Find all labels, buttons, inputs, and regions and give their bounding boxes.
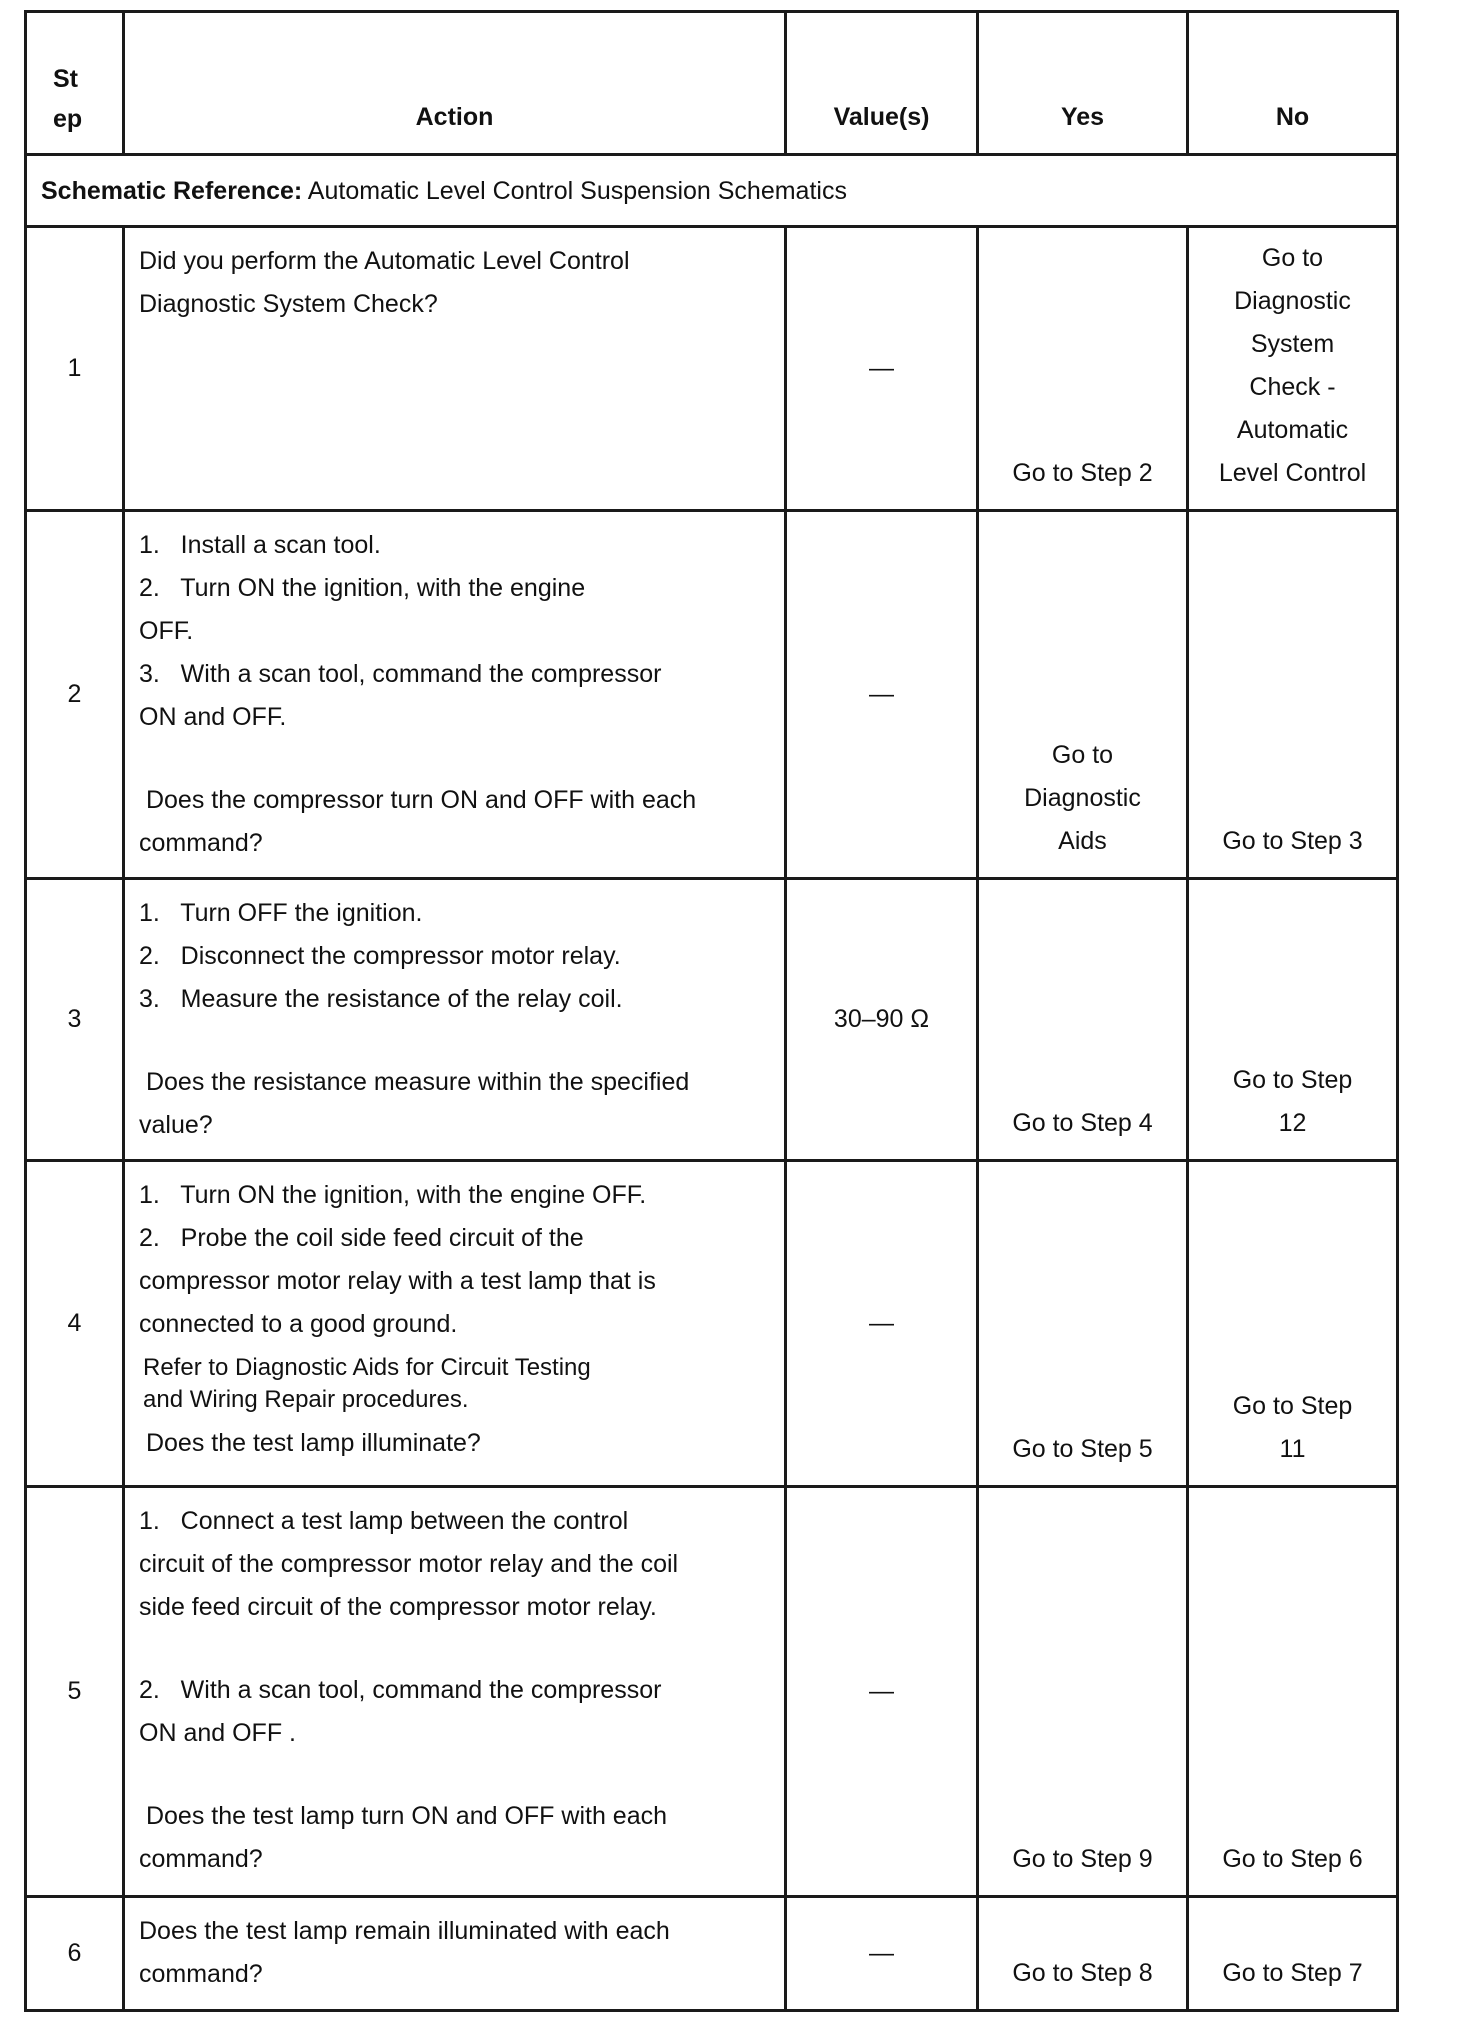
value-cell: —: [786, 511, 978, 879]
no-line: Go to Step 7: [1222, 1959, 1363, 1987]
action-line: ON and OFF .: [139, 1719, 296, 1747]
action-cell: [124, 227, 786, 511]
yes-line: Go to: [1051, 741, 1114, 769]
diagnostic-steps-table: [24, 10, 1399, 2012]
no-line: Automatic: [1236, 416, 1349, 444]
schematic-reference-label: Schematic Reference:: [41, 176, 303, 205]
no-line: Level Control: [1218, 459, 1367, 487]
step-number: 4: [26, 1161, 124, 1487]
table-row: [26, 511, 1398, 879]
no-cell: [1188, 511, 1398, 879]
value-cell: 30–90 Ω: [786, 879, 978, 1161]
action-line: OFF.: [139, 617, 194, 645]
action-line: 3. Measure the resistance of the relay coil.: [139, 985, 623, 1013]
yes-cell: [978, 1897, 1188, 2011]
action-cell: [124, 1487, 786, 1897]
action-line: command?: [139, 1960, 263, 1988]
no-line: 12: [1278, 1109, 1307, 1137]
no-line: Go to Step: [1232, 1066, 1353, 1094]
action-cell: [124, 1161, 786, 1487]
yes-cell: [978, 879, 1188, 1161]
action-line: side feed circuit of the compressor motor relay.: [139, 1593, 657, 1621]
action-line: 1. Turn OFF the ignition.: [139, 899, 423, 927]
action-note: [143, 1352, 770, 1416]
yes-line: Go to Step 8: [1012, 1959, 1153, 1987]
schematic-reference-text: Automatic Level Control Suspension Schematics: [302, 176, 847, 205]
no-cell: [1188, 1487, 1398, 1897]
no-line: Check -: [1249, 373, 1336, 401]
value-cell: —: [786, 1487, 978, 1897]
value-cell: —: [786, 1161, 978, 1487]
action-line: ON and OFF.: [139, 703, 287, 731]
no-line: Go to: [1261, 244, 1324, 272]
note-line: Refer to Diagnostic Aids for Circuit Testing: [143, 1354, 591, 1381]
action-line: Did you perform the Automatic Level Control: [139, 247, 630, 275]
table-row: [26, 1897, 1398, 2011]
action-line: 1. Turn ON the ignition, with the engine OFF.: [139, 1181, 647, 1209]
action-question: command?: [139, 829, 263, 857]
step-number: 3: [26, 879, 124, 1161]
no-cell: [1188, 879, 1398, 1161]
action-question: command?: [139, 1845, 263, 1873]
table-row: [26, 1161, 1398, 1487]
schematic-reference-row: [26, 155, 1398, 227]
value-cell: —: [786, 1897, 978, 2011]
no-line: 11: [1279, 1435, 1306, 1463]
action-line: Does the test lamp remain illuminated with each: [139, 1917, 670, 1945]
yes-cell: [978, 227, 1188, 511]
yes-line: Go to Step 4: [1012, 1109, 1153, 1137]
spacer: [139, 739, 770, 779]
action-line: Diagnostic System Check?: [139, 290, 438, 318]
yes-cell: [978, 511, 1188, 879]
yes-line: Aids: [1058, 827, 1107, 855]
action-question: Does the compressor turn ON and OFF with each: [139, 786, 697, 814]
value-cell: —: [786, 227, 978, 511]
step-number: 2: [26, 511, 124, 879]
no-line: Diagnostic: [1234, 287, 1351, 315]
action-line: 1. Install a scan tool.: [139, 531, 381, 559]
step-number: 5: [26, 1487, 124, 1897]
spacer: [139, 1755, 770, 1795]
action-line: connected to a good ground.: [139, 1310, 458, 1338]
yes-cell: [978, 1487, 1188, 1897]
header-no: No: [1188, 12, 1398, 155]
yes-line: Diagnostic: [1024, 784, 1141, 812]
note-line: and Wiring Repair procedures.: [143, 1386, 469, 1413]
header-step: St ep: [26, 12, 124, 155]
header-yes: Yes: [978, 12, 1188, 155]
action-line: 3. With a scan tool, command the compressor: [139, 660, 662, 688]
action-question: Does the test lamp turn ON and OFF with each: [139, 1802, 668, 1830]
action-cell: [124, 511, 786, 879]
action-line: 1. Connect a test lamp between the control: [139, 1507, 629, 1535]
action-line: 2. Disconnect the compressor motor relay.: [139, 942, 621, 970]
action-question: Does the test lamp illuminate?: [139, 1429, 481, 1457]
table-row: [26, 1487, 1398, 1897]
table-header-row: [26, 12, 1398, 155]
no-line: Go to Step: [1232, 1392, 1353, 1420]
action-cell: [124, 1897, 786, 2011]
no-line: System: [1250, 330, 1335, 358]
no-cell: [1188, 1161, 1398, 1487]
no-line: Go to Step 3: [1222, 827, 1363, 855]
yes-line: Go to Step 2: [1012, 459, 1153, 487]
schematic-reference: [26, 155, 1398, 227]
action-line: 2. Turn ON the ignition, with the engine: [139, 574, 586, 602]
header-action: Action: [124, 12, 786, 155]
spacer: [139, 1629, 770, 1669]
table-row: [26, 227, 1398, 511]
no-line: Go to Step 6: [1222, 1845, 1363, 1873]
spacer: [139, 1021, 770, 1061]
action-line: 2. With a scan tool, command the compressor: [139, 1676, 662, 1704]
step-number: 1: [26, 227, 124, 511]
action-question: value?: [139, 1111, 213, 1139]
action-cell: [124, 879, 786, 1161]
action-line: circuit of the compressor motor relay and the coil: [139, 1550, 679, 1578]
table-row: [26, 879, 1398, 1161]
no-cell: [1188, 227, 1398, 511]
yes-line: Go to Step 9: [1012, 1845, 1153, 1873]
yes-line: Go to Step 5: [1012, 1435, 1153, 1463]
action-line: 2. Probe the coil side feed circuit of the: [139, 1224, 584, 1252]
no-cell: [1188, 1897, 1398, 2011]
header-values: Value(s): [786, 12, 978, 155]
step-number: 6: [26, 1897, 124, 2011]
action-question: Does the resistance measure within the specified: [139, 1068, 690, 1096]
yes-cell: [978, 1161, 1188, 1487]
action-line: compressor motor relay with a test lamp that is: [139, 1267, 656, 1295]
